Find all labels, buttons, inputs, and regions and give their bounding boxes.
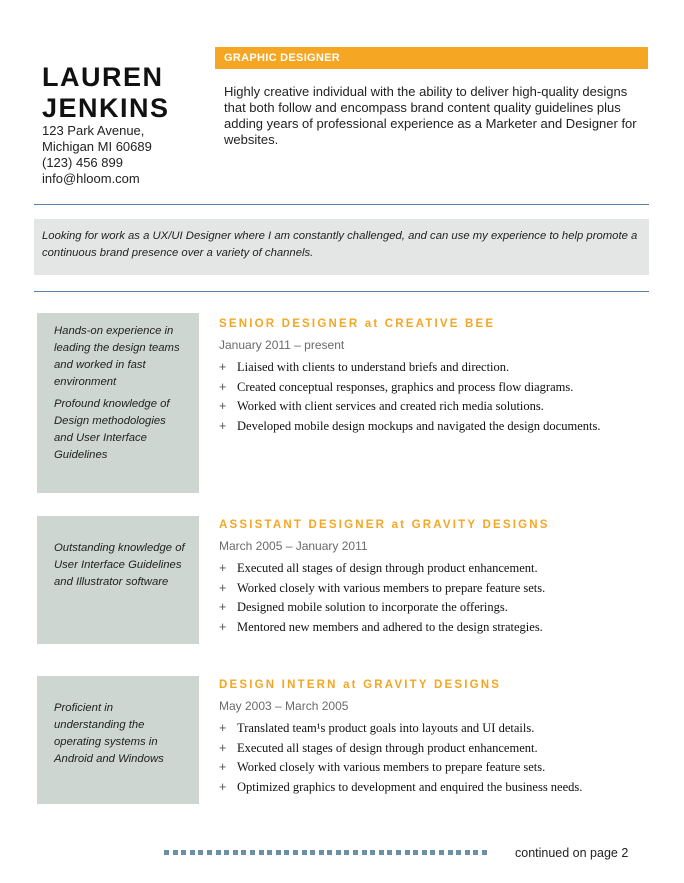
phone: (123) 456 899 <box>42 155 123 170</box>
divider-dot <box>250 850 255 855</box>
candidate-name <box>42 62 170 124</box>
divider-dot <box>336 850 341 855</box>
highlights-panel-1 <box>37 313 199 493</box>
job-duties <box>219 358 649 436</box>
plus-bullet-icon: + <box>219 561 227 575</box>
divider-dot <box>473 850 478 855</box>
divider-dot <box>370 850 375 855</box>
objective-box: Looking for work as a UX/UI Designer where I am constantly challenged, and can use my experience to help promote a continuous brand presence over a variety of channels. <box>34 219 649 275</box>
divider-dot <box>276 850 281 855</box>
highlight-text: Outstanding knowledge of User Interface Guidelines and Illustrator software <box>54 542 185 588</box>
divider-dot <box>259 850 264 855</box>
highlights-panel-2 <box>37 516 199 644</box>
profile-summary: Highly creative individual with the ability to deliver high-quality designs that both follow and encompass brand content quality guidelines plus adding years of professional experience as a Marketer and Designer for websites. <box>224 84 637 147</box>
divider-dot <box>216 850 221 855</box>
job-entry-2 <box>219 518 649 637</box>
divider-top <box>34 204 649 205</box>
duty-item: + Translated team¹s product goals into layouts and UI details. <box>219 719 649 739</box>
plus-bullet-icon: + <box>219 779 227 794</box>
highlight-text: Profound knowledge of Design methodologies and User Interface Guidelines <box>54 398 170 461</box>
plus-bullet-icon: + <box>219 399 227 413</box>
footer-dot-divider <box>164 850 487 855</box>
divider-dot <box>293 850 298 855</box>
duty-item: + Developed mobile design mockups and navigated the design documents. <box>219 417 649 437</box>
divider-dot <box>344 850 349 855</box>
divider-dot <box>362 850 367 855</box>
plus-bullet-icon: + <box>219 360 227 374</box>
divider-dot <box>482 850 487 855</box>
duty-item: + Executed all stages of design through product enhancement. <box>219 739 649 759</box>
duty-item: + Worked closely with various members to prepare feature sets. <box>219 758 649 778</box>
divider-dot <box>387 850 392 855</box>
job-entry-3 <box>219 678 649 797</box>
duty-item: + Created conceptual responses, graphics and process flow diagrams. <box>219 378 649 398</box>
highlight-text: Hands-on experience in leading the design teams and worked in fast environment <box>54 325 180 388</box>
divider-dot <box>190 850 195 855</box>
job-dates: May 2003 – March 2005 <box>219 699 349 713</box>
job-title: SENIOR DESIGNER at CREATIVE BEE <box>219 318 496 330</box>
duty-item: + Executed all stages of design through product enhancement. <box>219 559 649 579</box>
plus-bullet-icon: + <box>219 721 227 735</box>
last-name: JENKINS <box>42 93 170 123</box>
highlights-panel-3 <box>37 676 199 804</box>
plus-bullet-icon: + <box>219 418 227 433</box>
divider-dot <box>327 850 332 855</box>
duty-item: + Mentored new members and adhered to the design strategies. <box>219 618 649 638</box>
address-line-1: 123 Park Avenue, <box>42 123 145 138</box>
job-title: DESIGN INTERN at GRAVITY DESIGNS <box>219 679 502 691</box>
contact-block <box>42 123 152 187</box>
job-duties <box>219 559 649 637</box>
divider-dot <box>413 850 418 855</box>
divider-dot <box>465 850 470 855</box>
divider-dot <box>267 850 272 855</box>
job-entry-1 <box>219 317 649 436</box>
duty-item: + Optimized graphics to development and enquired the business needs. <box>219 778 649 798</box>
plus-bullet-icon: + <box>219 580 227 595</box>
email: info@hloom.com <box>42 171 140 186</box>
continued-note: continued on page 2 <box>515 846 629 860</box>
plus-bullet-icon: + <box>219 760 227 774</box>
plus-bullet-icon: + <box>219 619 227 634</box>
divider-dot <box>310 850 315 855</box>
divider-dot <box>456 850 461 855</box>
divider-dot <box>353 850 358 855</box>
divider-dot <box>233 850 238 855</box>
divider-dot <box>405 850 410 855</box>
job-duties <box>219 719 649 797</box>
divider-dot <box>430 850 435 855</box>
divider-dot <box>198 850 203 855</box>
job-dates: March 2005 – January 2011 <box>219 539 368 553</box>
duty-item: + Worked with client services and created rich media solutions. <box>219 397 649 417</box>
first-name: LAUREN <box>42 62 164 92</box>
duty-item: + Worked closely with various members to prepare feature sets. <box>219 579 649 599</box>
divider-dot <box>439 850 444 855</box>
job-title-banner: GRAPHIC DESIGNER <box>215 47 648 69</box>
divider-dot <box>207 850 212 855</box>
highlight-text: Proficient in understanding the operating systems in Android and Windows <box>54 702 164 765</box>
duty-item: + Designed mobile solution to incorporate the offerings. <box>219 598 649 618</box>
job-dates: January 2011 – present <box>219 338 345 352</box>
plus-bullet-icon: + <box>219 600 227 614</box>
plus-bullet-icon: + <box>219 379 227 394</box>
divider-dot <box>241 850 246 855</box>
divider-dot <box>379 850 384 855</box>
divider-dot <box>164 850 169 855</box>
divider-bottom <box>34 291 649 292</box>
address-line-2: Michigan MI 60689 <box>42 139 152 154</box>
job-title: ASSISTANT DESIGNER at GRAVITY DESIGNS <box>219 519 550 531</box>
divider-dot <box>173 850 178 855</box>
divider-dot <box>284 850 289 855</box>
duty-item: + Liaised with clients to understand briefs and direction. <box>219 358 649 378</box>
plus-bullet-icon: + <box>219 740 227 755</box>
divider-dot <box>319 850 324 855</box>
divider-dot <box>396 850 401 855</box>
divider-dot <box>181 850 186 855</box>
divider-dot <box>224 850 229 855</box>
divider-dot <box>422 850 427 855</box>
divider-dot <box>302 850 307 855</box>
divider-dot <box>448 850 453 855</box>
